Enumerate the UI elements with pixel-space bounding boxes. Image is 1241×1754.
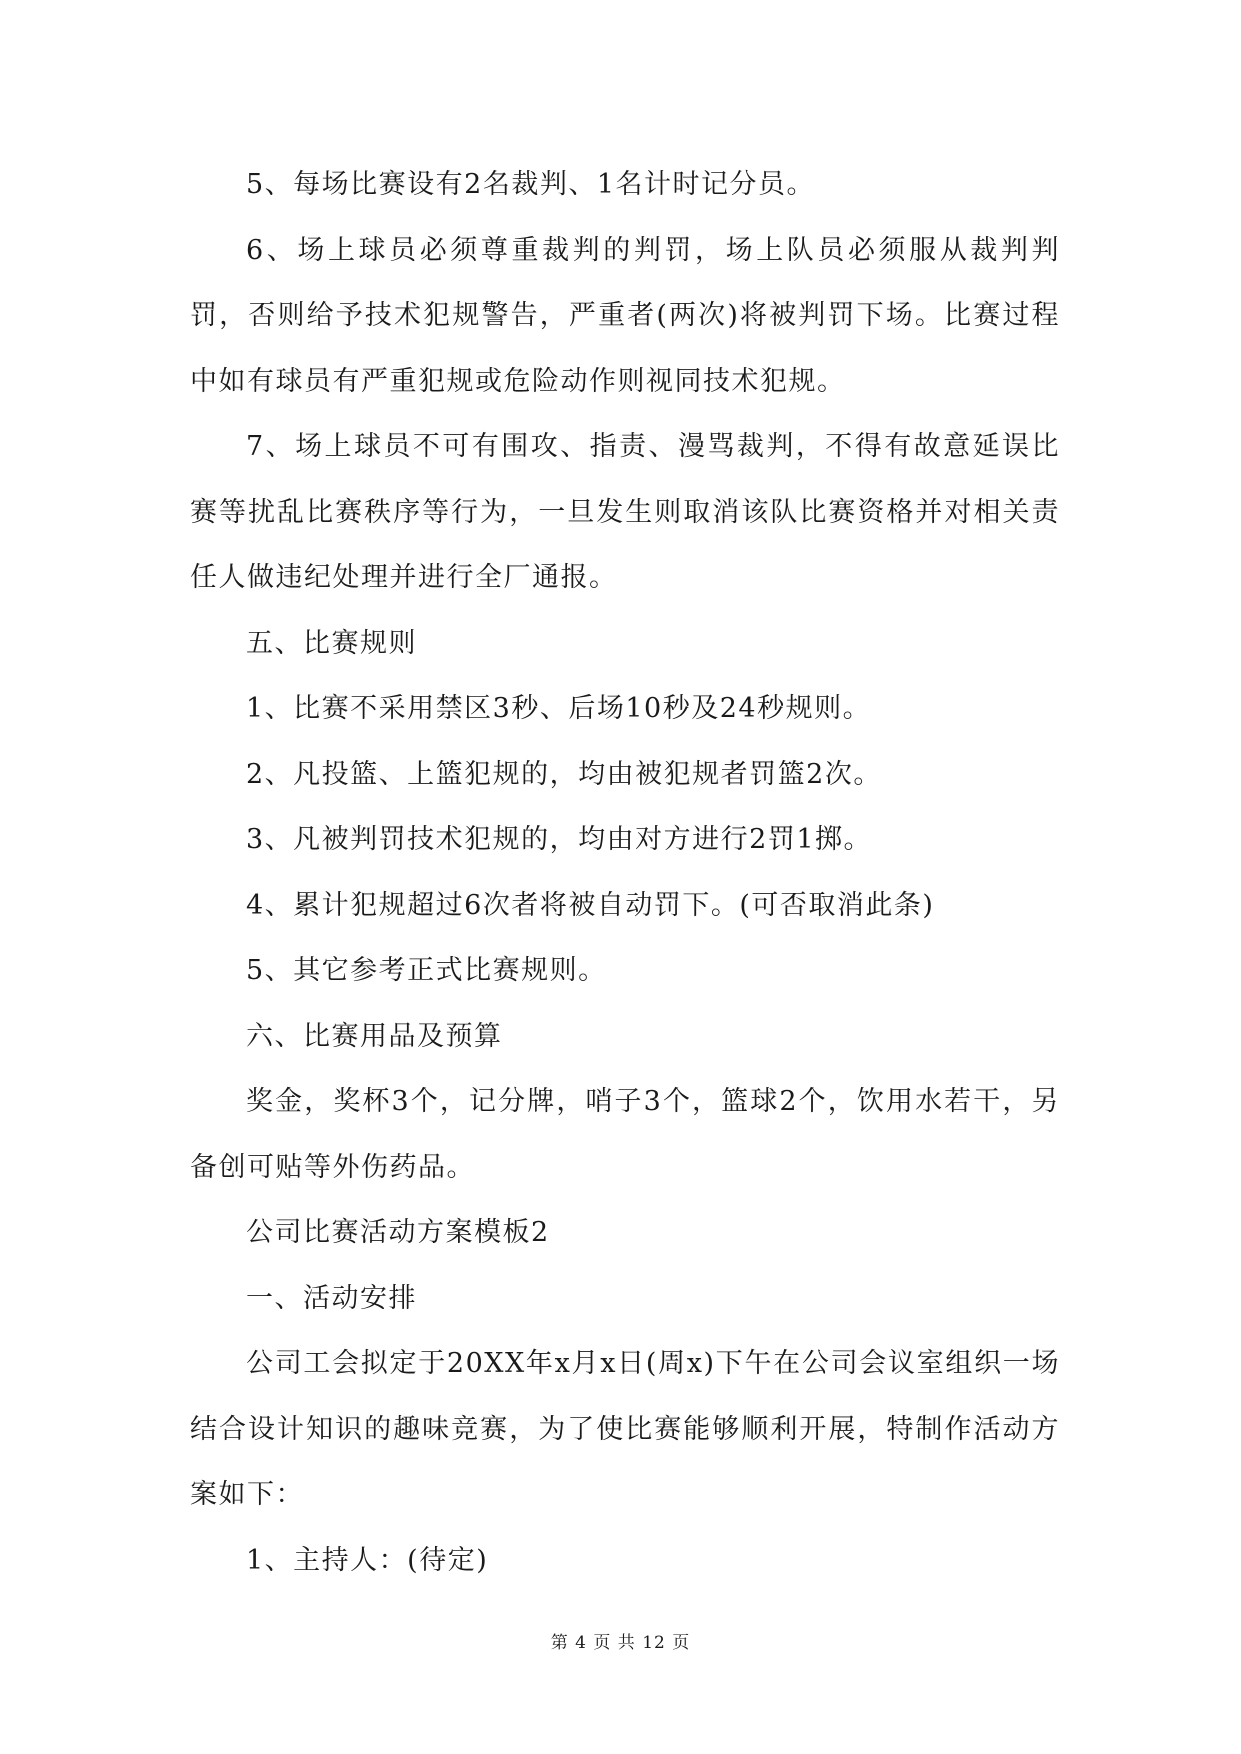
paragraph-no-misconduct: 7、场上球员不可有围攻、指责、漫骂裁判，不得有故意延误比赛等扰乱比赛秩序等行为，一旦发生则取消该队比赛资格并对相关责任人做违纪处理并进行全厂通报。 xyxy=(190,431,1060,593)
template-title: 公司比赛活动方案模板2 xyxy=(246,1217,550,1248)
document-body xyxy=(190,152,1060,1593)
paragraph-supplies: 奖金，奖杯3个，记分牌，哨子3个，篮球2个，饮用水若干，另备创可贴等外伤药品。 xyxy=(190,1086,1060,1183)
paragraph-respect-referee: 6、场上球员必须尊重裁判的判罚，场上队员必须服从裁判判罚，否则给予技术犯规警告，严重者(两次)将被判罚下场。比赛过程中如有球员有严重犯规或危险动作则视同技术犯规。 xyxy=(190,234,1060,397)
paragraph-referees: 5、每场比赛设有2名裁判、1名计时记分员。 xyxy=(246,169,816,200)
page-number-footer: 第 4 页 共 12 页 xyxy=(550,1633,691,1653)
section-heading-rules: 五、比赛规则 xyxy=(246,627,417,659)
section-heading-arrangement: 一、活动安排 xyxy=(246,1282,417,1314)
paragraph-rule-3: 3、凡被判罚技术犯规的，均由对方进行2罚1掷。 xyxy=(246,824,873,855)
paragraph-rule-1: 1、比赛不采用禁区3秒、后场10秒及24秒规则。 xyxy=(246,693,872,724)
paragraph-host: 1、主持人：(待定) xyxy=(246,1544,489,1576)
paragraph-rule-2: 2、凡投篮、上篮犯规的，均由被犯规者罚篮2次。 xyxy=(246,758,882,790)
paragraph-rule-5: 5、其它参考正式比赛规则。 xyxy=(246,955,607,986)
section-heading-supplies: 六、比赛用品及预算 xyxy=(246,1020,503,1052)
paragraph-rule-4: 4、累计犯规超过6次者将被自动罚下。(可否取消此条) xyxy=(246,889,935,921)
paragraph-arrangement: 公司工会拟定于20XX年x月x日(周x)下午在公司会议室组织一场结合设计知识的趣味竞赛，为了使比赛能够顺利开展，特制作活动方案如下： xyxy=(190,1348,1060,1510)
